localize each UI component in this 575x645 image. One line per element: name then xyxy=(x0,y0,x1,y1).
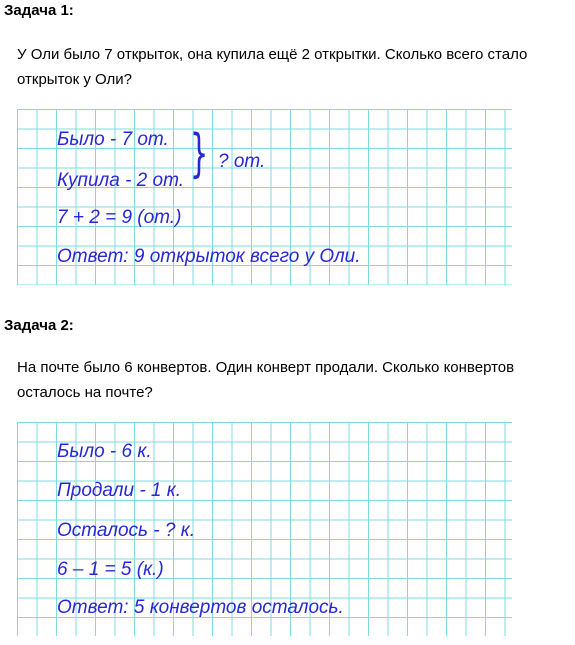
task-2-answer-line: Ответ: 5 конвертов осталось. xyxy=(57,597,344,618)
task-2-sold-line: Продали - 1 к. xyxy=(57,480,182,501)
task-2-remaining-line: Осталось - ? к. xyxy=(57,520,196,541)
task-1-given-line: Было - 7 от. xyxy=(57,129,169,150)
task-2-title: Задача 2: xyxy=(4,317,74,334)
task-2-grid-notebook xyxy=(17,422,512,636)
task-1-text: У Оли было 7 открыток, она купила ещё 2 открытки. Сколько всего стало открыток у Оли? xyxy=(17,46,528,88)
task-1-solution-line: 7 + 2 = 9 (от.) xyxy=(57,207,182,228)
task-2-solution-line: 6 – 1 = 5 (к.) xyxy=(57,559,164,580)
task-2-given-line: Было - 6 к. xyxy=(57,441,152,462)
task-2-text: На почте было 6 конвертов. Один конверт продали. Сколько конвертов осталось на почте? xyxy=(17,359,515,401)
task-1-title: Задача 1: xyxy=(4,2,74,19)
task-1-grid-notebook xyxy=(17,109,512,285)
brace-icon: } xyxy=(190,124,209,184)
task-1-answer-line: Ответ: 9 открыток всего у Оли. xyxy=(57,246,361,267)
task-1-question-label: ? от. xyxy=(218,151,266,172)
task-1-bought-line: Купила - 2 от. xyxy=(57,170,184,191)
